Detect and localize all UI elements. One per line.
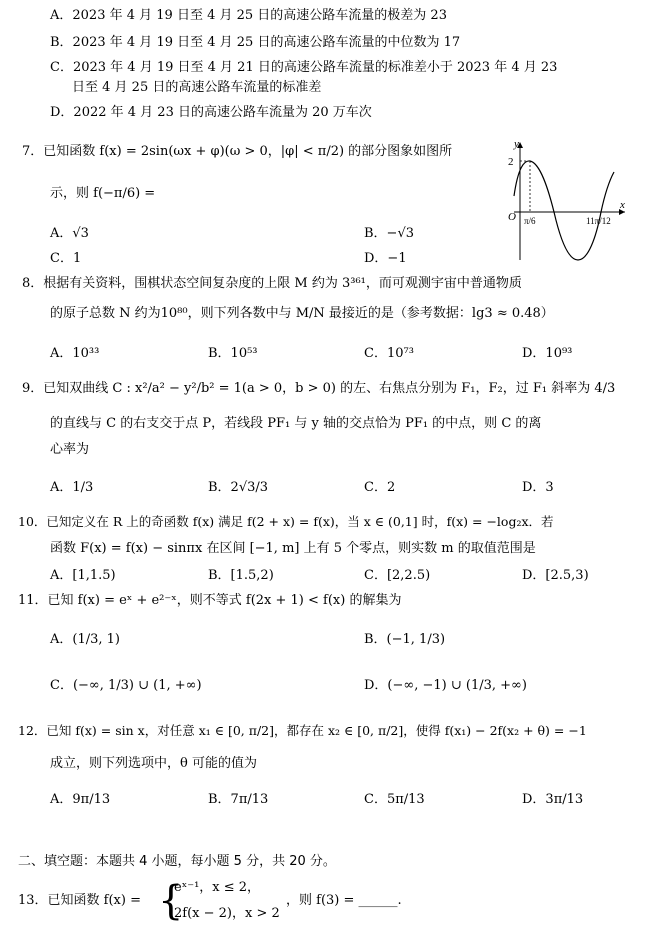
q10-option-c: C．[2,2.5)	[364, 568, 431, 583]
q11-option-b: B．(−1, 1/3)	[364, 632, 446, 647]
q11-option-a: A．(1/3, 1)	[50, 632, 120, 647]
q13-case-2: 2f(x − 2)，x > 2	[174, 906, 280, 921]
q9-option-b: B．2√3/3	[208, 480, 269, 495]
q9-option-a: A．1/3	[50, 480, 94, 495]
q8-option-c: C．10⁷³	[364, 346, 414, 361]
q12-option-d: D．3π/13	[522, 792, 584, 807]
q9-option-d: D．3	[522, 480, 554, 495]
q12-option-b: B．7π/13	[208, 792, 269, 807]
q13-tail: ，则 f(3) = ______.	[286, 893, 402, 908]
q10-option-d: D．[2.5,3)	[522, 568, 589, 583]
graph-x-tick-1: π/6	[524, 216, 536, 226]
q8-stem-line2: 的原子总数 N 约为10⁸⁰，则下列各数中与 M/N 最接近的是（参考数据：lg3 ≈ 0.48）	[50, 306, 554, 321]
q12-stem-line1: 12．已知 f(x) = sin x，对任意 x₁ ∈ [0, π/2]，都存在 x₂ ∈ [0, π/2]，使得 f(x₁) − 2f(x₂ + θ) = −1	[18, 723, 587, 738]
q13-lead: 13．已知函数 f(x) =	[18, 893, 141, 908]
q7-option-b: B．−√3	[364, 226, 415, 241]
q7-option-a: A．√3	[50, 226, 89, 241]
graph-origin: O	[508, 211, 516, 223]
q11-stem: 11．已知 f(x) = eˣ + e²⁻ˣ，则不等式 f(2x + 1) < f(x) 的解集为	[18, 593, 402, 608]
q8-stem-line1: 8．根据有关资料，围棋状态空间复杂度的上限 M 约为 3³⁶¹，而可观测宇宙中普通物质	[22, 276, 522, 291]
q6-option-c-line2: 日至 4 月 25 日的高速公路车流量的标准差	[72, 80, 322, 95]
section-heading-fill-blank: 二、填空题：本题共 4 小题，每小题 5 分，共 20 分。	[18, 854, 336, 869]
graph-y-tick: 2	[508, 156, 514, 168]
q9-stem-line3: 心率为	[50, 442, 90, 457]
q9-stem-line2: 的直线与 C 的右支交于点 P，若线段 PF₁ 与 y 轴的交点恰为 PF₁ 的中点，则 C 的离	[50, 416, 542, 431]
q10-stem-line1: 10．已知定义在 R 上的奇函数 f(x) 满足 f(2 + x) = f(x)，当 x ∈ (0,1] 时，f(x) = −log₂x．若	[18, 514, 554, 529]
q11-option-d: D．(−∞, −1) ∪ (1/3, +∞)	[364, 678, 527, 693]
q9-option-c: C．2	[364, 480, 396, 495]
q7-stem-line2: 示，则 f(−π/6) =	[50, 186, 156, 201]
q12-option-a: A．9π/13	[50, 792, 111, 807]
q6-option-a: A．2023 年 4 月 19 日至 4 月 25 日的高速公路车流量的极差为 23	[50, 8, 447, 23]
q11-option-c: C．(−∞, 1/3) ∪ (1, +∞)	[50, 678, 202, 693]
q6-option-c-line1: C．2023 年 4 月 19 日至 4 月 21 日的高速公路车流量的标准差小于 2023 年 4 月 23	[50, 60, 558, 75]
q7-option-d: D．−1	[364, 251, 407, 266]
graph-x-label: x	[620, 199, 625, 211]
q10-option-b: B．[1.5,2)	[208, 568, 274, 583]
q7-stem-line1: 7．已知函数 f(x) = 2sin(ωx + φ)(ω > 0，|φ| < π/2) 的部分图象如图所	[22, 144, 453, 159]
q6-option-d: D．2022 年 4 月 23 日的高速公路车流量为 20 万车次	[50, 105, 372, 120]
q8-option-d: D．10⁹³	[522, 346, 573, 361]
q8-option-b: B．10⁵³	[208, 346, 258, 361]
q10-option-a: A．[1,1.5)	[50, 568, 116, 583]
graph-y-label: y	[514, 138, 519, 150]
graph-x-tick-2: 11π/12	[586, 216, 611, 226]
q13-case-1: eˣ⁻¹，x ≤ 2，	[174, 880, 261, 895]
q12-stem-line2: 成立，则下列选项中，θ 可能的值为	[50, 756, 257, 771]
q8-option-a: A．10³³	[50, 346, 100, 361]
q9-stem-line1: 9．已知双曲线 C : x²/a² − y²/b² = 1(a > 0，b > 0) 的左、右焦点分别为 F₁，F₂，过 F₁ 斜率为 4/3	[22, 381, 616, 396]
q13-brace: {	[158, 878, 184, 924]
q7-option-c: C．1	[50, 251, 82, 266]
q12-option-c: C．5π/13	[364, 792, 425, 807]
q6-option-b: B．2023 年 4 月 19 日至 4 月 25 日的高速公路车流量的中位数为 17	[50, 35, 461, 50]
q7-sine-graph	[500, 138, 630, 263]
q10-stem-line2: 函数 F(x) = f(x) − sinπx 在区间 [−1, m] 上有 5 个零点，则实数 m 的取值范围是	[50, 541, 536, 556]
